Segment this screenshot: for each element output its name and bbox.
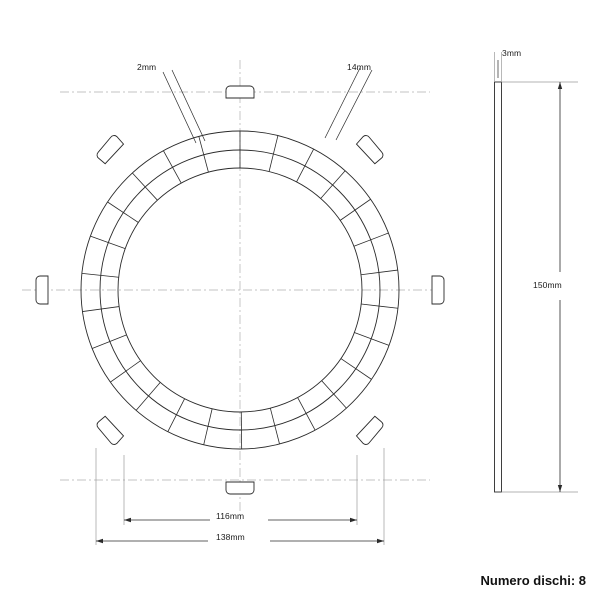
label-thickness-2mm: 2mm	[137, 62, 157, 72]
label-side-height-150mm: 150mm	[533, 280, 562, 290]
side-view	[495, 52, 579, 492]
label-outer-diameter-138mm: 138mm	[216, 532, 245, 542]
caption-numero-dischi: Numero dischi: 8	[480, 573, 586, 588]
leader-2mm-a	[163, 72, 196, 143]
label-inner-diameter-116mm: 116mm	[216, 511, 245, 521]
leader-lines	[163, 68, 372, 143]
centerlines	[22, 60, 440, 520]
label-side-thickness-3mm: 3mm	[502, 48, 522, 58]
label-tab-width-14mm: 14mm	[347, 62, 372, 72]
dimension-extension-lines	[96, 448, 384, 545]
leader-2mm-b	[172, 70, 205, 141]
side-view-profile	[495, 82, 502, 492]
